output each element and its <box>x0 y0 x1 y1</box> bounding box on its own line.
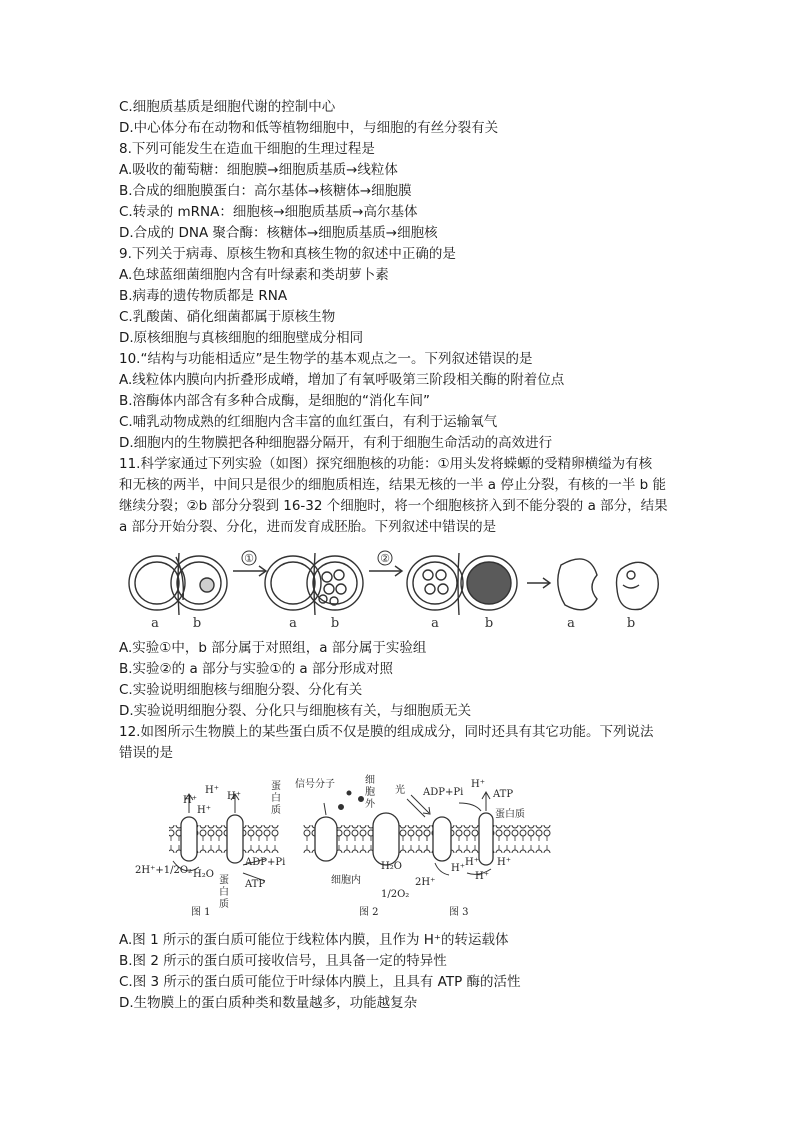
protein-label-char: 蛋 <box>219 875 229 886</box>
option-9b: B.病毒的遗传物质都是 RNA <box>119 288 288 304</box>
option-12a: A.图 1 所示的蛋白质可能位于线粒体内膜，且作为 H⁺的转运载体 <box>119 932 509 948</box>
option-12d: D.生物膜上的蛋白质种类和数量越多，功能越复杂 <box>119 995 418 1011</box>
protein-label-char: 白 <box>271 793 281 804</box>
question-10-stem: 10.“结构与功能相适应”是生物学的基本观点之一。下列叙述错误的是 <box>119 351 533 367</box>
label-b: b <box>484 616 494 630</box>
label-b: b <box>192 616 202 630</box>
hydrogen-label: 2H⁺ <box>415 877 436 888</box>
question-11-stem: 11.科学家通过下列实验（如图）探究细胞核的功能：①用头发将蝾螈的受精卵横缢为有核 <box>119 456 653 472</box>
option-10d: D.细胞内的生物膜把各种细胞器分隔开，有利于细胞生命活动的高效进行 <box>119 435 553 451</box>
option-10b: B.溶酶体内部含有多种合成酶，是细胞的“消化车间” <box>119 393 431 409</box>
protein-label-char: 质 <box>219 899 229 910</box>
photosystem-protein <box>433 817 451 861</box>
h-ion-label: H⁺ <box>475 871 489 882</box>
h-ion-label: H⁺ <box>451 863 465 874</box>
water-label: H₂O <box>381 861 402 872</box>
h-ion-label: H⁺ <box>465 857 479 868</box>
question-11-stem: 和无核的两半，中间只是很少的细胞质相连，结果无核的一半 a 停止分裂，有核的一半 b 能 <box>119 477 667 493</box>
adp-label: ADP+Pi <box>245 857 286 868</box>
option-11d: D.实验说明细胞分裂、分化只与细胞核有关，与细胞质无关 <box>119 703 472 719</box>
protein-label-char: 白 <box>219 887 229 898</box>
figure-1-caption: 图 1 <box>191 907 211 918</box>
outside-label-char: 胞 <box>365 787 375 798</box>
option-8a: A.吸收的葡萄糖：细胞膜→细胞质基质→线粒体 <box>119 162 398 178</box>
atp-label: ATP <box>245 879 266 890</box>
inside-label: 细胞内 <box>331 875 361 886</box>
light-label: 光 <box>395 785 405 796</box>
figure-3-caption: 图 3 <box>449 907 469 918</box>
text-line: D.中心体分布在动物和低等植物细胞中，与细胞的有丝分裂有关 <box>119 120 499 136</box>
text-line: 错误的是 <box>119 745 173 761</box>
protein-1a <box>181 817 197 861</box>
atp-synthase-protein <box>479 813 493 865</box>
question-11-stem: a 部分开始分裂、分化，进而发育成胚胎。下列叙述中错误的是 <box>119 519 497 535</box>
h-ion-label: H⁺ <box>183 795 197 806</box>
label-b: b <box>330 616 340 630</box>
option-8c: C.转录的 mRNA：细胞核→细胞质基质→高尔基体 <box>119 204 418 220</box>
option-11c: C.实验说明细胞核与细胞分裂、分化有关 <box>119 682 363 698</box>
protein-1b <box>227 815 243 863</box>
figure-q11-svg <box>119 545 664 630</box>
option-12c: C.图 3 所示的蛋白质可能位于叶绿体内膜上，且具有 ATP 酶的活性 <box>119 974 521 990</box>
receptor-protein <box>315 817 337 861</box>
label-a: a <box>151 616 159 630</box>
option-12b: B.图 2 所示的蛋白质可接收信号，且具备一定的特异性 <box>119 953 447 969</box>
atp-label: ATP <box>493 789 514 800</box>
option-8b: B.合成的细胞膜蛋白：高尔基体→核糖体→细胞膜 <box>119 183 412 199</box>
label-a: a <box>289 616 297 630</box>
h-ion-label: H⁺ <box>471 779 485 790</box>
protein-2b <box>373 813 399 865</box>
label-b: b <box>626 616 636 630</box>
h-ion-label: H⁺ <box>227 791 241 802</box>
figure-q12-membrane-proteins <box>119 773 679 923</box>
step-2-label: ② <box>380 552 390 565</box>
protein-label-char: 质 <box>271 805 281 816</box>
option-11b: B.实验②的 a 部分与实验①的 a 部分形成对照 <box>119 661 393 677</box>
question-9-stem: 9.下列关于病毒、原核生物和真核生物的叙述中正确的是 <box>119 246 456 262</box>
option-8d: D.合成的 DNA 聚合酶：核糖体→细胞质基质→细胞核 <box>119 225 438 241</box>
text-line: C.细胞质基质是细胞代谢的控制中心 <box>119 99 336 115</box>
protein-label: 蛋白质 <box>495 809 525 820</box>
question-11-stem: 继续分裂；②b 部分分裂到 16-32 个细胞时，将一个细胞核挤入到不能分裂的 a 部分，结果 <box>119 498 668 514</box>
option-9d: D.原核细胞与真核细胞的细胞壁成分相同 <box>119 330 364 346</box>
water-label: H₂O <box>193 869 214 880</box>
reaction-label: 2H⁺+1/2O₂ <box>135 865 193 876</box>
text-line: 12.如图所示生物膜上的某些蛋白质不仅是膜的组成成分，同时还具有其它功能。下列说法 <box>119 724 654 740</box>
label-a: a <box>431 616 439 630</box>
option-11a: A.实验①中，b 部分属于对照组，a 部分属于实验组 <box>119 640 427 656</box>
option-9a: A.色球蓝细菌细胞内含有叶绿素和类胡萝卜素 <box>119 267 389 283</box>
option-10c: C.哺乳动物成熟的红细胞内含丰富的血红蛋白，有利于运输氧气 <box>119 414 498 430</box>
adp-label: ADP+Pi <box>423 787 464 798</box>
outside-label-char: 细 <box>365 775 375 786</box>
outside-label-char: 外 <box>365 799 375 810</box>
label-a: a <box>567 616 575 630</box>
protein-label-char: 蛋 <box>271 781 281 792</box>
h-ion-label: H⁺ <box>205 785 219 796</box>
question-8-stem: 8.下列可能发生在造血干细胞的生理过程是 <box>119 141 375 157</box>
option-10a: A.线粒体内膜向内折叠形成嵴，增加了有氧呼吸第三阶段相关酶的附着位点 <box>119 372 565 388</box>
figure-q12-svg <box>119 773 679 923</box>
signal-molecule-label: 信号分子 <box>295 779 335 790</box>
figure-q11-egg-experiment <box>119 545 664 630</box>
oxygen-label: 1/2O₂ <box>381 889 410 900</box>
option-9c: C.乳酸菌、硝化细菌都属于原核生物 <box>119 309 336 325</box>
h-ion-label: H⁺ <box>197 805 211 816</box>
h-ion-label: H⁺ <box>497 857 511 868</box>
step-1-label: ① <box>244 552 254 565</box>
figure-2-caption: 图 2 <box>359 907 379 918</box>
